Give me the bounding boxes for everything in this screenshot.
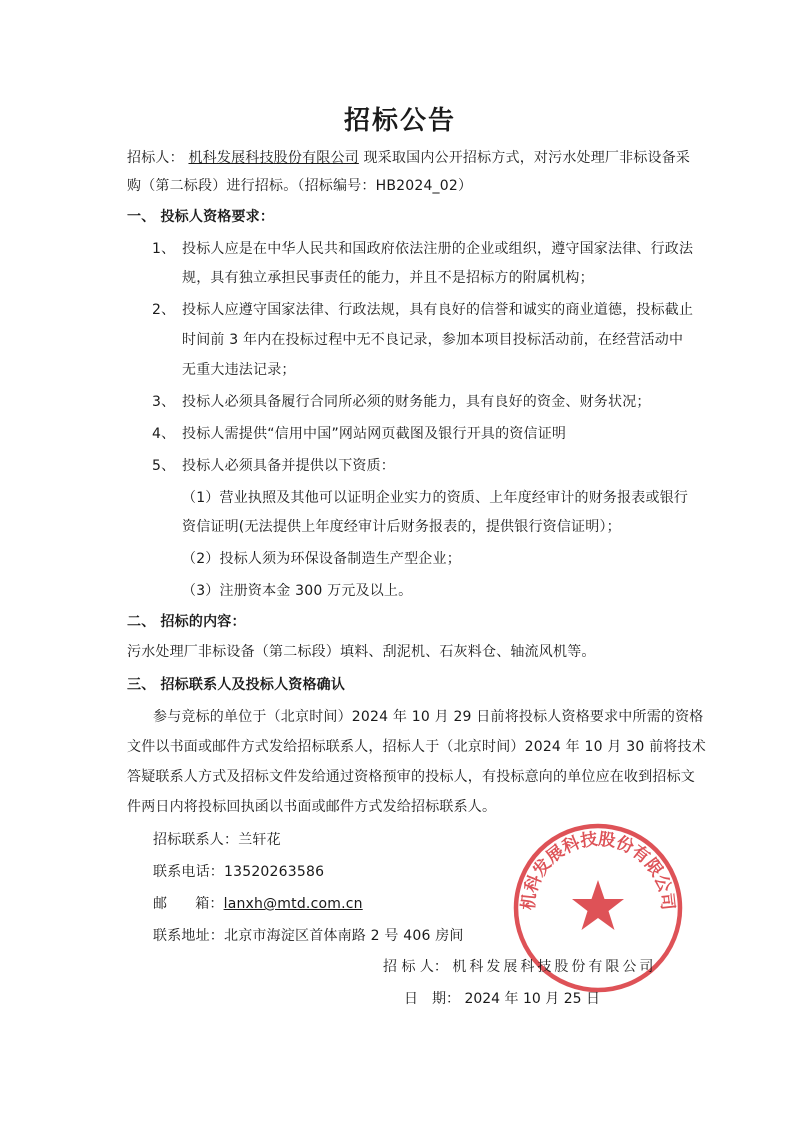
requirement-2-number: 2、	[152, 302, 176, 318]
contact-email-link[interactable]: lanxh@mtd.com.cn	[223, 896, 363, 912]
contact-person-value: 兰轩花	[238, 832, 281, 848]
requirement-5-number: 5、	[152, 458, 176, 474]
requirement-4-number: 4、	[152, 426, 176, 442]
page-title: 招标公告	[343, 106, 456, 136]
contact-phone-value: 13520263586	[224, 864, 325, 880]
requirement-2-line-1: 投标人应遵守国家法律、行政法规，具有良好的信誉和诚实的商业道德，投标截止	[182, 302, 694, 318]
section2-body: 污水处理厂非标设备（第二标段）填料、刮泥机、石灰料仓、轴流风机等。	[127, 644, 596, 660]
contact-address-row	[153, 926, 464, 946]
contact-email-label-2: 箱：	[195, 896, 224, 912]
signature-tenderer-value: 机科发展科技股份有限公司	[452, 959, 657, 975]
contact-address-value: 北京市海淀区首体南路 2 号 406 房间	[224, 928, 464, 944]
tenderer-company: 机科发展科技股份有限公司	[188, 150, 359, 166]
signature-date-label: 日 期：	[404, 991, 460, 1007]
qualification-1-line-2: 资信证明(无法提供上年度经审计后财务报表的，提供银行资信证明）；	[182, 519, 621, 535]
contact-address-label: 联系地址：	[153, 928, 224, 944]
requirement-3-line-1: 投标人必须具备履行合同所必须的财务能力，具有良好的资金、财务状况；	[182, 394, 651, 410]
section1-heading: 一、 投标人资格要求：	[127, 209, 275, 225]
requirement-2-line-2: 时间前 3 年内在投标过程中无不良记录，参加本项目投标活动前，在经营活动中	[182, 332, 684, 348]
requirement-5-line-1: 投标人必须具备并提供以下资质：	[182, 458, 395, 474]
contact-person-row	[153, 830, 281, 850]
requirement-3-number: 3、	[152, 394, 176, 410]
section3-paragraph-line-2: 文件以书面或邮件方式发给招标联系人，招标人于（北京时间）2024 年 10 月 30 前将技术	[127, 739, 706, 755]
intro-line-2: 购（第二标段）进行招标。（招标编号：HB2024_02）	[127, 178, 473, 194]
tenderer-prefix: 招标人：	[127, 150, 184, 166]
contact-email-row	[153, 894, 363, 914]
qualification-2-line-1: （2）投标人须为环保设备制造生产型企业；	[182, 551, 461, 567]
contact-phone-row	[153, 862, 324, 882]
intro-rest: 现采取国内公开招标方式，对污水处理厂非标设备采	[363, 150, 691, 166]
signature-date-value: 2024 年 10 月 25 日	[464, 991, 600, 1007]
intro-line-1	[127, 148, 690, 168]
section3-paragraph-line-3: 答疑联系人方式及招标文件发给通过资格预审的投标人，有投标意向的单位应在收到招标文	[127, 769, 695, 785]
qualification-1-line-1: （1）营业执照及其他可以证明企业实力的资质、上年度经审计的财务报表或银行	[182, 490, 689, 506]
requirement-2-line-3: 无重大违法记录；	[182, 362, 296, 378]
signature-date-row	[404, 989, 600, 1009]
signature-tenderer-label: 招 标 人：	[383, 959, 448, 975]
section2-heading: 二、 招标的内容：	[127, 614, 246, 630]
qualification-3-line-1: （3）注册资本金 300 万元及以上。	[182, 583, 413, 599]
seal-star-icon	[572, 880, 624, 930]
requirement-1-number: 1、	[152, 241, 176, 257]
section3-paragraph-line-1: 参与竞标的单位于（北京时间）2024 年 10 月 29 日前将投标人资格要求中所需的资格	[153, 709, 704, 725]
contact-person-label: 招标联系人：	[153, 832, 239, 848]
requirement-4-line-1: 投标人需提供“信用中国”网站网页截图及银行开具的资信证明	[182, 426, 567, 442]
requirement-1-line-2: 规，具有独立承担民事责任的能力，并且不是招标方的附属机构；	[182, 270, 594, 286]
contact-email-label-1: 邮	[153, 896, 168, 912]
signature-tenderer-row	[383, 957, 656, 977]
contact-phone-label: 联系电话：	[153, 864, 224, 880]
section3-heading: 三、 招标联系人及投标人资格确认	[127, 677, 346, 693]
section3-paragraph-line-4: 件两日内将投标回执函以书面或邮件方式发给招标联系人。	[127, 799, 497, 815]
requirement-1-line-1: 投标人应是在中华人民共和国政府依法注册的企业或组织，遵守国家法律、行政法	[182, 241, 694, 257]
seal-text: 机科发展科技股份有限公司	[518, 829, 678, 912]
